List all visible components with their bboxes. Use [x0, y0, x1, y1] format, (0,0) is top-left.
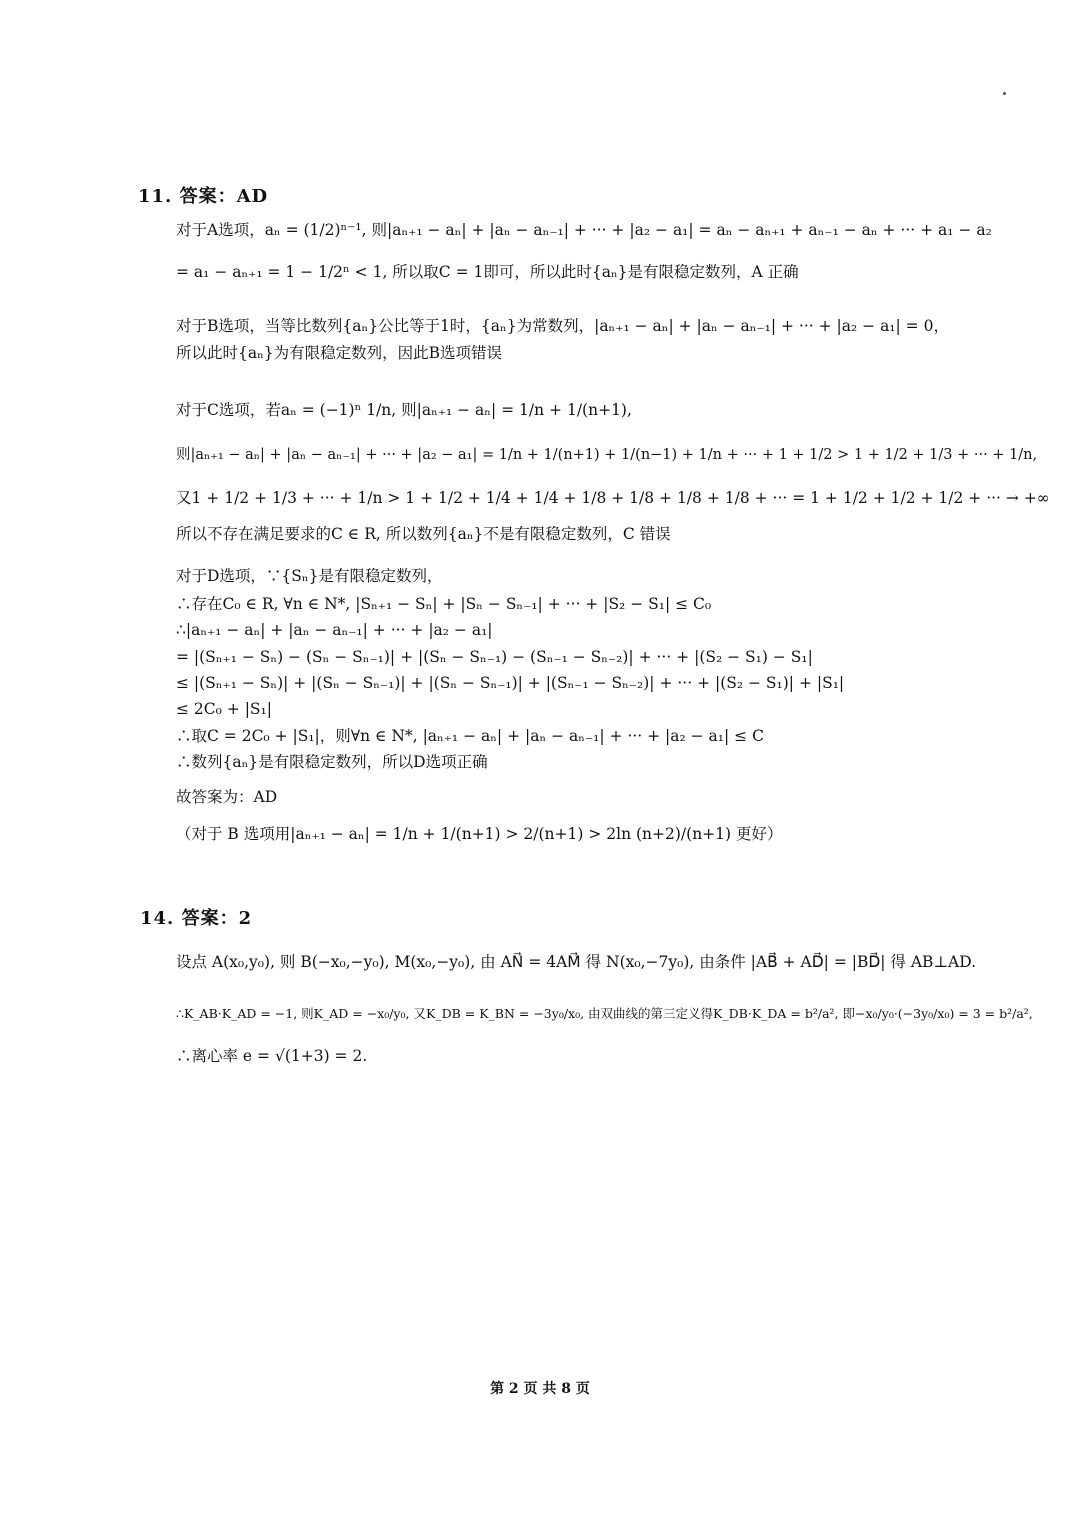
q11-line-a2: = a₁ − aₙ₊₁ = 1 − 1/2ⁿ < 1, 所以取C = 1即可，所以此时{aₙ}是有限稳定数列，A 正确	[176, 263, 799, 281]
q11-line-a1: 对于A选项，aₙ = (1/2)ⁿ⁻¹, 则|aₙ₊₁ − aₙ| + |aₙ − aₙ₋₁| + ··· + |a₂ − a₁| = aₙ − aₙ₊₁ + aₙ₋₁ − aₙ + ··· + a₁ − a₂	[176, 221, 992, 239]
q11-line-d4: = |(Sₙ₊₁ − Sₙ) − (Sₙ − Sₙ₋₁)| + |(Sₙ − Sₙ₋₁) − (Sₙ₋₁ − Sₙ₋₂)| + ··· + |(S₂ − S₁) − S₁|	[176, 648, 813, 666]
q11-note: （对于 B 选项用|aₙ₊₁ − aₙ| = 1/n + 1/(n+1) > 2/(n+1) > 2ln (n+2)/(n+1) 更好）	[176, 825, 783, 843]
page-footer: 第 2 页 共 8 页	[490, 1381, 590, 1397]
q11-line-c4: 所以不存在满足要求的C ∈ R, 所以数列{aₙ}不是有限稳定数列，C 错误	[176, 525, 671, 543]
q11-header: 11. 答案：AD	[138, 186, 269, 207]
q14-line-3: ∴离心率 e = √(1+3) = 2.	[176, 1047, 368, 1065]
q14-line-2: ∴K_AB·K_AD = −1, 则K_AD = −x₀/y₀, 又K_DB = K_BN = −3y₀/x₀, 由双曲线的第三定义得K_DB·K_DA = b²/a², 即−x₀/y₀·(−3y₀/x₀) = 3 = b²/a²,	[176, 1006, 1033, 1021]
q11-line-b2: 所以此时{aₙ}为有限稳定数列，因此B选项错误	[176, 344, 503, 362]
q11-line-d8: ∴数列{aₙ}是有限稳定数列，所以D选项正确	[176, 753, 488, 771]
q11-line-d1: 对于D选项，∵{Sₙ}是有限稳定数列，	[176, 567, 443, 585]
q11-line-d2: ∴存在C₀ ∈ R, ∀n ∈ N*, |Sₙ₊₁ − Sₙ| + |Sₙ − Sₙ₋₁| + ··· + |S₂ − S₁| ≤ C₀	[176, 595, 712, 613]
q11-line-b1: 对于B选项，当等比数列{aₙ}公比等于1时，{aₙ}为常数列，|aₙ₊₁ − aₙ| + |aₙ − aₙ₋₁| + ··· + |a₂ − a₁| = 0，	[176, 317, 949, 335]
scan-speck	[1003, 92, 1006, 95]
q11-line-d3: ∴|aₙ₊₁ − aₙ| + |aₙ − aₙ₋₁| + ··· + |a₂ − a₁|	[176, 621, 493, 639]
q14-line-1: 设点 A(x₀,y₀), 则 B(−x₀,−y₀), M(x₀,−y₀), 由 AN⃗ = 4AM⃗ 得 N(x₀,−7y₀), 由条件 |AB⃗ + AD⃗| = |BD⃗| 得 AB⊥AD.	[176, 953, 977, 971]
q11-line-c2: 则|aₙ₊₁ − aₙ| + |aₙ − aₙ₋₁| + ··· + |a₂ − a₁| = 1/n + 1/(n+1) + 1/(n−1) + 1/n + ··· + 1 + 1/2 > 1 + 1/2 + 1/3 + ··· + 1/n,	[176, 447, 1038, 463]
q14-header: 14. 答案：2	[140, 908, 253, 929]
q11-line-d7: ∴取C = 2C₀ + |S₁|，则∀n ∈ N*, |aₙ₊₁ − aₙ| + |aₙ − aₙ₋₁| + ··· + |a₂ − a₁| ≤ C	[176, 727, 764, 745]
q11-line-d6: ≤ 2C₀ + |S₁|	[176, 700, 272, 718]
q11-line-c1: 对于C选项，若aₙ = (−1)ⁿ 1/n, 则|aₙ₊₁ − aₙ| = 1/n + 1/(n+1),	[176, 401, 632, 419]
q11-final-answer: 故答案为：AD	[176, 788, 278, 806]
q11-line-c3: 又1 + 1/2 + 1/3 + ··· + 1/n > 1 + 1/2 + 1/4 + 1/4 + 1/8 + 1/8 + 1/8 + 1/8 + ··· = 1 + 1/2 + 1/2 + 1/2 + ··· → +∞	[176, 489, 1050, 507]
q11-line-d5: ≤ |(Sₙ₊₁ − Sₙ)| + |(Sₙ − Sₙ₋₁)| + |(Sₙ − Sₙ₋₁)| + |(Sₙ₋₁ − Sₙ₋₂)| + ··· + |(S₂ − S₁)| + |S₁|	[176, 674, 845, 692]
